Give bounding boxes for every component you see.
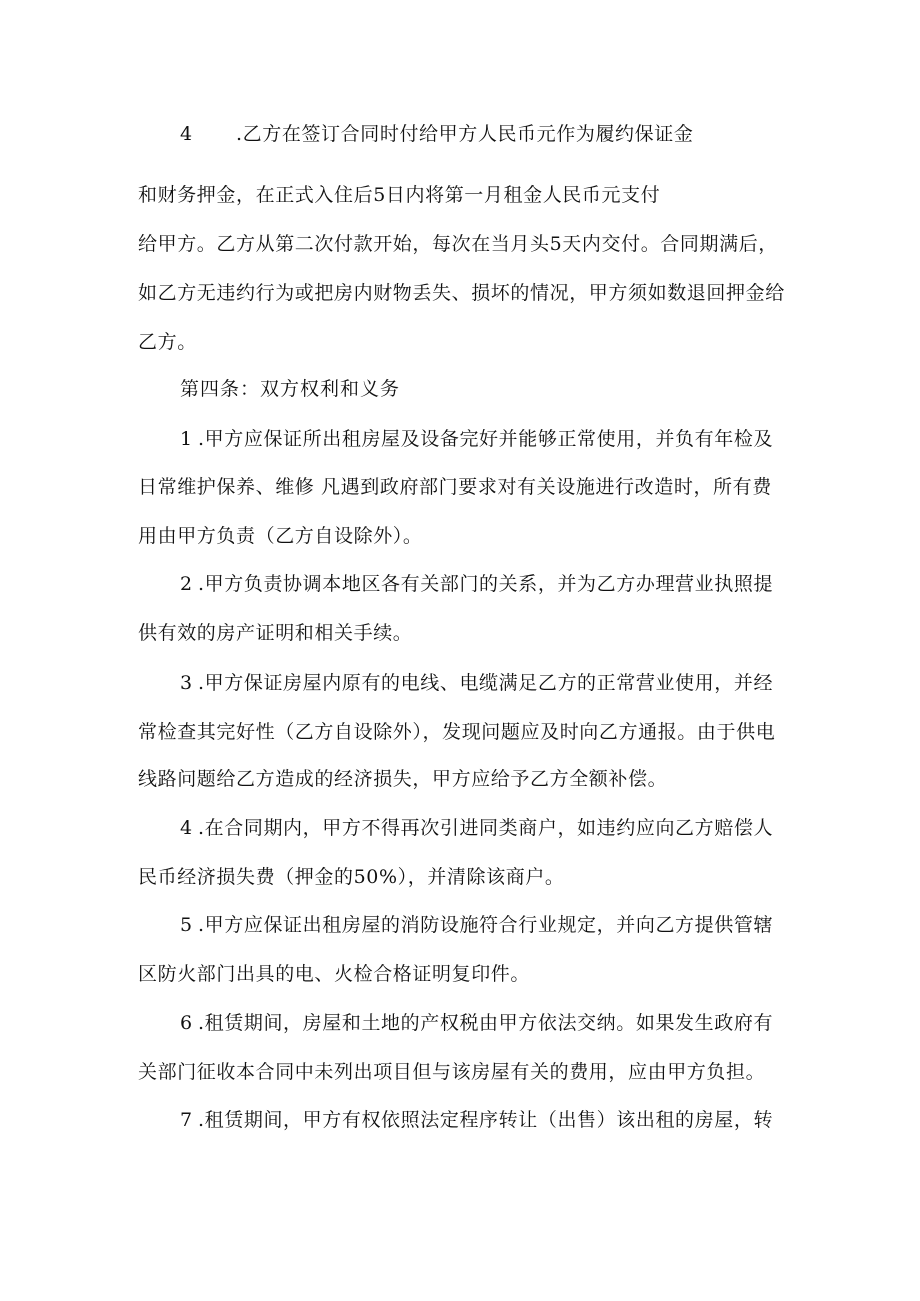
paragraph-line: 和财务押金，在正式入住后5日内将第一月租金人民币元支付 xyxy=(138,184,661,206)
paragraph-line: 日常维护保养、维修 凡遇到政府部门要求对有关设施进行改造时，所有费 xyxy=(138,476,772,498)
paragraph-line: 4 .乙方在签订合同时付给甲方人民币元作为履约保证金 xyxy=(180,123,694,145)
item-number: 2 xyxy=(180,573,193,595)
paragraph-line: 1 .甲方应保证所出租房屋及设备完好并能够正常使用，并负有年检及 xyxy=(180,428,774,450)
paragraph-line: 2 .甲方负责协调本地区各有关部门的关系，并为乙方办理营业执照提 xyxy=(180,573,774,595)
item-number: 5 xyxy=(180,914,193,936)
paragraph-line: 用由甲方负责（乙方自设除外）。 xyxy=(138,525,423,547)
paragraph-line: 线路问题给乙方造成的经济损失，甲方应给予乙方全额补偿。 xyxy=(138,768,668,790)
paragraph-line: 区防火部门出具的电、火检合格证明复印件。 xyxy=(138,963,531,985)
paragraph-line: 7 .租赁期间，甲方有权依照法定程序转让（出售）该出租的房屋，转 xyxy=(180,1109,774,1131)
paragraph-line: 给甲方。乙方从第二次付款开始，每次在当月头5天内交付。合同期满后， xyxy=(138,233,778,255)
paragraph-line: 关部门征收本合同中未列出项目但与该房屋有关的费用，应由甲方负担。 xyxy=(138,1061,766,1083)
article-heading: 第四条：双方权利和义务 xyxy=(180,378,401,400)
paragraph-line: 6 .租赁期间，房屋和土地的产权税由甲方依法交纳。如果发生政府有 xyxy=(180,1012,774,1034)
paragraph-line: 常检查其完好性（乙方自设除外），发现问题应及时向乙方通报。由于供电 xyxy=(138,721,776,743)
item-number: 1 xyxy=(180,428,193,450)
paragraph-line: 民币经济损失费（押金的50%），并清除该商户。 xyxy=(138,866,565,888)
paragraph-line: 乙方。 xyxy=(138,331,197,353)
paragraph-line: 5 .甲方应保证出租房屋的消防设施符合行业规定，并向乙方提供管辖 xyxy=(180,914,774,936)
item-number: 6 xyxy=(180,1012,193,1034)
item-number: 3 xyxy=(180,672,193,694)
paragraph-line: 3 .甲方保证房屋内原有的电线、电缆满足乙方的正常营业使用，并经 xyxy=(180,672,774,694)
paragraph-line: 供有效的房产证明和相关手续。 xyxy=(138,622,413,644)
paragraph-line: 4 .在合同期内，甲方不得再次引进同类商户，如违约应向乙方赔偿人 xyxy=(180,817,774,839)
paragraph-line: 如乙方无违约行为或把房内财物丢失、损坏的情况，甲方须如数退回押金给 xyxy=(138,282,785,304)
item-number: 7 xyxy=(180,1109,193,1131)
item-number: 4 xyxy=(180,817,193,839)
clause-number: 4 xyxy=(180,123,193,145)
